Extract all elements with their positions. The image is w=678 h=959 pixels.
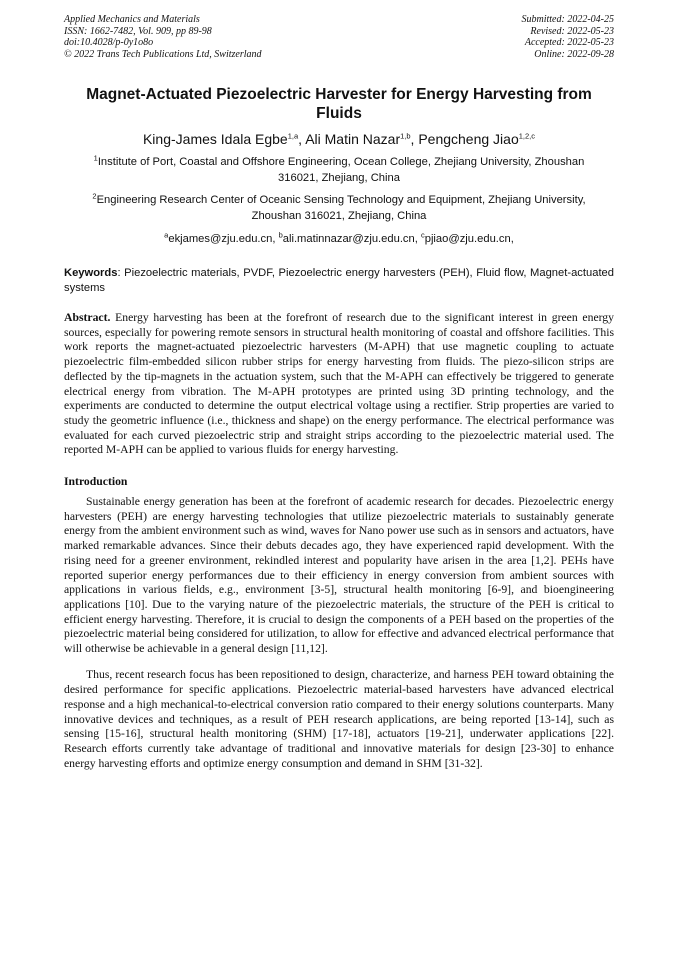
abstract-label: Abstract.: [64, 311, 111, 324]
email-link[interactable]: ali.matinnazar@zju.edu.cn: [282, 233, 415, 245]
date-revised: Revised: 2022-05-23: [530, 25, 614, 37]
email-link[interactable]: ekjames@zju.edu.cn: [168, 233, 273, 245]
author-affil-sup: 1,2,c: [518, 131, 536, 141]
paper-title: Magnet-Actuated Piezoelectric Harvester for Energy Harvesting from Fluids: [86, 86, 592, 122]
keywords-label: Keywords: [64, 267, 118, 279]
keywords: [64, 266, 614, 295]
paragraph: Thus, recent research focus has been repositioned to design, characterize, and harness PEH toward obtaining the desired performance for specific applications. Piezoelectric material-based harvesters have advanced electrical response and a high mechanical-to-electrical conversion ratio compared to their energy solutions counterparts. Many innovative devices and techniques, as a result of PEH research applications, are being reported [13-14], such as sensing [15-16], structural health monitoring (SHM) [17-18], actuators [19-21], underwater applications [22]. Research efforts currently take advantage of traditional and innovative materials for design [23-30] to enhance energy harvesting efforts and optimize energy consumption and demand in SHM [31-32].: [64, 668, 614, 770]
journal-doi: doi:10.4028/p-0y1o8o: [64, 37, 154, 48]
journal-issn: ISSN: 1662-7482, Vol. 909, pp 89-98: [64, 25, 212, 37]
paragraph: Sustainable energy generation has been at the forefront of academic research for decades. Piezoelectric energy harvesters (PEH) are energy harvesting technologies that utilize piezoelectric materials to sustainably generate energy from the ambient environment such as wind, waves for Nano power use such as in sensors and actuators, have marked remarkable advances. Since their debuts decades ago, they have experienced rapid development. With the rising need for a greener environment, rekindled interest and popularity have arisen in the area [1,2]. PEHs have reported superior energy performances due to their efficiency in energy conversion from ambient sources with applications in various fields, e.g., environment [3-5], structural health monitoring [6-9], and bioengineering applications [10]. Due to the varying nature of the piezoelectric materials, the structure of the PEH is critical to efficient energy harvesting. Therefore, it is crucial to design the components of a PEH based on the properties of the piezoelectric material being considered for utilization, to allow for effective and advanced electrical performance that will otherwise be achievable in a general design [11,12].: [64, 495, 614, 656]
journal-name: Applied Mechanics and Materials: [64, 14, 200, 25]
author: King-James Idala Egbe$^{1,a}$,: [142, 131, 306, 147]
author: Pengcheng Jiao$^{1,2,c}$: [418, 131, 536, 147]
journal-header: [64, 14, 614, 60]
email-link[interactable]: pjiao@zju.edu.cn: [424, 233, 511, 245]
author: Ali Matin Nazar$^{1,b}$,: [305, 131, 419, 147]
publication-dates: [522, 14, 615, 60]
author-emails: $^a$ekjames@zju.edu.cn, $^b$ali.matinnazar@zju.edu.cn, $^c$pjiao@zju.edu.cn,: [164, 230, 514, 245]
author-list: [64, 131, 614, 148]
abstract-text: Energy harvesting has been at the forefront of research due to the significant interest in green energy sources, especially for powering remote sensors in structural health monitoring of coastal and offshore facilities. This work reports the magnet-actuated piezoelectric harvesters (M-APH) that use magnetic coupling to actuate piezoelectric film-embedded silicon rubber strips for energy harvesting from fluids. The piezo-silicon strips are deflected by the tip-magnets in the actuation system, such that the M-APH can effectively be triggered to generate electrical energy from vibration. The M-APH prototypes are printed using 3D printing technology, and the experiments are conducted to determine the output electrical voltage using a rectifier. Strip properties are varied to study the geometric influence (i.e., thickness and shape) on the energy performance. The electrical performance was evaluated for each curved piezoelectric strip and straight strips according to the piezoelectric material used. The reported M-APH can be applied to various fluids for energy harvesting.: [64, 311, 614, 457]
author-affil-sup: 1,a: [287, 131, 299, 141]
section-heading-introduction: Introduction: [64, 475, 128, 489]
keywords-text: : Piezoelectric materials, PVDF, Piezoelectric energy harvesters (PEH), Fluid flow, Magnet-actuated systems: [64, 267, 614, 294]
affiliation-1: $^1$Institute of Port, Coastal and Offshore Engineering, Ocean College, Zhejiang University, Zhoushan 316021, Zhejiang, China: [93, 153, 585, 184]
journal-copyright: © 2022 Trans Tech Publications Ltd, Switzerland: [64, 48, 262, 60]
author-affil-sup: 1,b: [400, 131, 411, 141]
abstract: [64, 311, 614, 458]
journal-info: [64, 14, 262, 60]
date-online: Online: 2022-09-28: [534, 48, 614, 60]
affiliation-2: $^2$Engineering Research Center of Oceanic Sensing Technology and Equipment, Zhejiang University, Zhoushan 316021, Zhejiang, China: [92, 191, 586, 222]
date-submitted: Submitted: 2022-04-25: [521, 14, 614, 25]
date-accepted: Accepted: 2022-05-23: [524, 37, 614, 48]
